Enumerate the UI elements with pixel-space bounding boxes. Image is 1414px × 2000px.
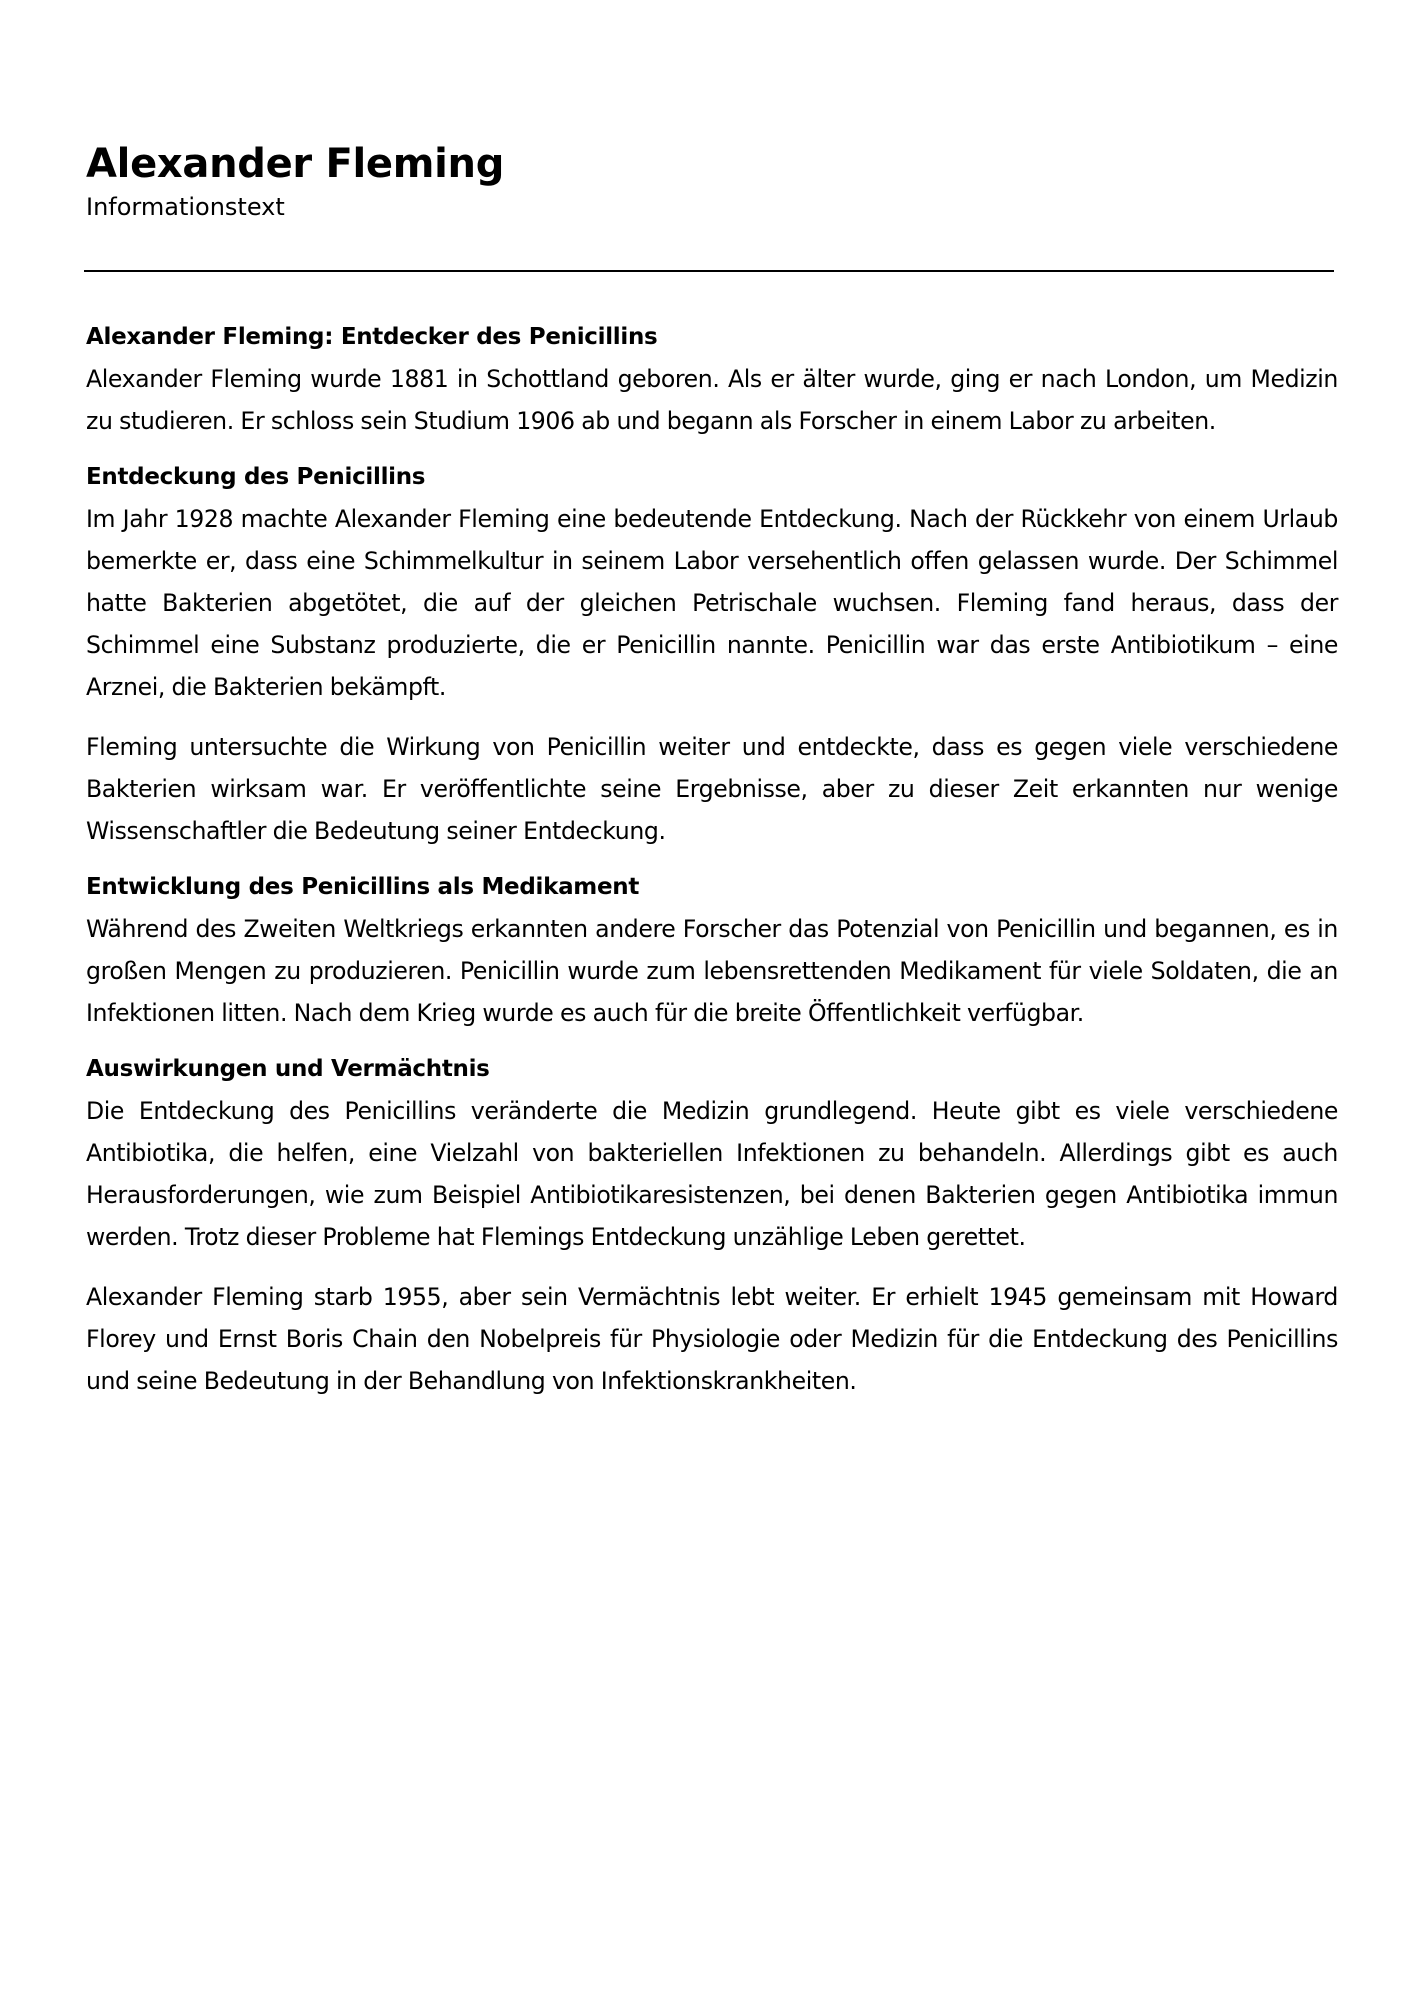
section-development xyxy=(86,866,1338,1034)
section-legacy xyxy=(86,1048,1338,1402)
document-subtitle: Informationstext xyxy=(86,193,285,221)
paragraph: Alexander Fleming wurde 1881 in Schottland geboren. Als er älter wurde, ging er nach London, um Medizin zu studieren. Er schloss sein Studium 1906 ab und begann als Forscher in einem Labor zu arbeiten. xyxy=(86,365,1338,435)
document-title: Alexander Fleming xyxy=(86,141,505,187)
paragraph: Fleming untersuchte die Wirkung von Penicillin weiter und entdeckte, dass es gegen viele verschiedene Bakterien wirksam war. Er veröffentlichte seine Ergebnisse, aber zu dieser Zeit erkannten nur wenige Wissenschaftler die Bedeutung seiner Entdeckung. xyxy=(86,733,1338,845)
document-body xyxy=(86,316,1338,1420)
section-heading: Entdeckung des Penicillins xyxy=(86,464,426,490)
section-biography xyxy=(86,316,1338,442)
section-discovery xyxy=(86,456,1338,852)
paragraph: Im Jahr 1928 machte Alexander Fleming eine bedeutende Entdeckung. Nach der Rückkehr von einem Urlaub bemerkte er, dass eine Schimmelkultur in seinem Labor versehentlich offen gelassen wurde. Der Schimmel hatte Bakterien abgetötet, die auf der gleichen Petrischale wuchsen. Fleming fand heraus, dass der Schimmel eine Substanz produzierte, die er Penicillin nannte. Penicillin war das erste Antibiotikum – eine Arznei, die Bakterien bekämpft. xyxy=(86,505,1338,701)
paragraph: Während des Zweiten Weltkriegs erkannten andere Forscher das Potenzial von Penicillin und begannen, es in großen Mengen zu produzieren. Penicillin wurde zum lebensrettenden Medikament für viele Soldaten, die an Infektionen litten. Nach dem Krieg wurde es auch für die breite Öffentlichkeit verfügbar. xyxy=(86,915,1338,1027)
title-divider xyxy=(84,270,1334,272)
section-heading: Entwicklung des Penicillins als Medikament xyxy=(86,874,640,900)
paragraph: Die Entdeckung des Penicillins veränderte die Medizin grundlegend. Heute gibt es viele verschiedene Antibiotika, die helfen, eine Vielzahl von bakteriellen Infektionen zu behandeln. Allerdings gibt es auch Herausforderungen, wie zum Beispiel Antibiotikaresistenzen, bei denen Bakterien gegen Antibiotika immun werden. Trotz dieser Probleme hat Flemings Entdeckung unzählige Leben gerettet. xyxy=(86,1097,1338,1251)
section-heading: Alexander Fleming: Entdecker des Penicillins xyxy=(86,324,658,350)
section-heading: Auswirkungen und Vermächtnis xyxy=(86,1056,490,1082)
paragraph: Alexander Fleming starb 1955, aber sein Vermächtnis lebt weiter. Er erhielt 1945 gemeinsam mit Howard Florey und Ernst Boris Chain den Nobelpreis für Physiologie oder Medizin für die Entdeckung des Penicillins und seine Bedeutung in der Behandlung von Infektionskrankheiten. xyxy=(86,1283,1338,1395)
